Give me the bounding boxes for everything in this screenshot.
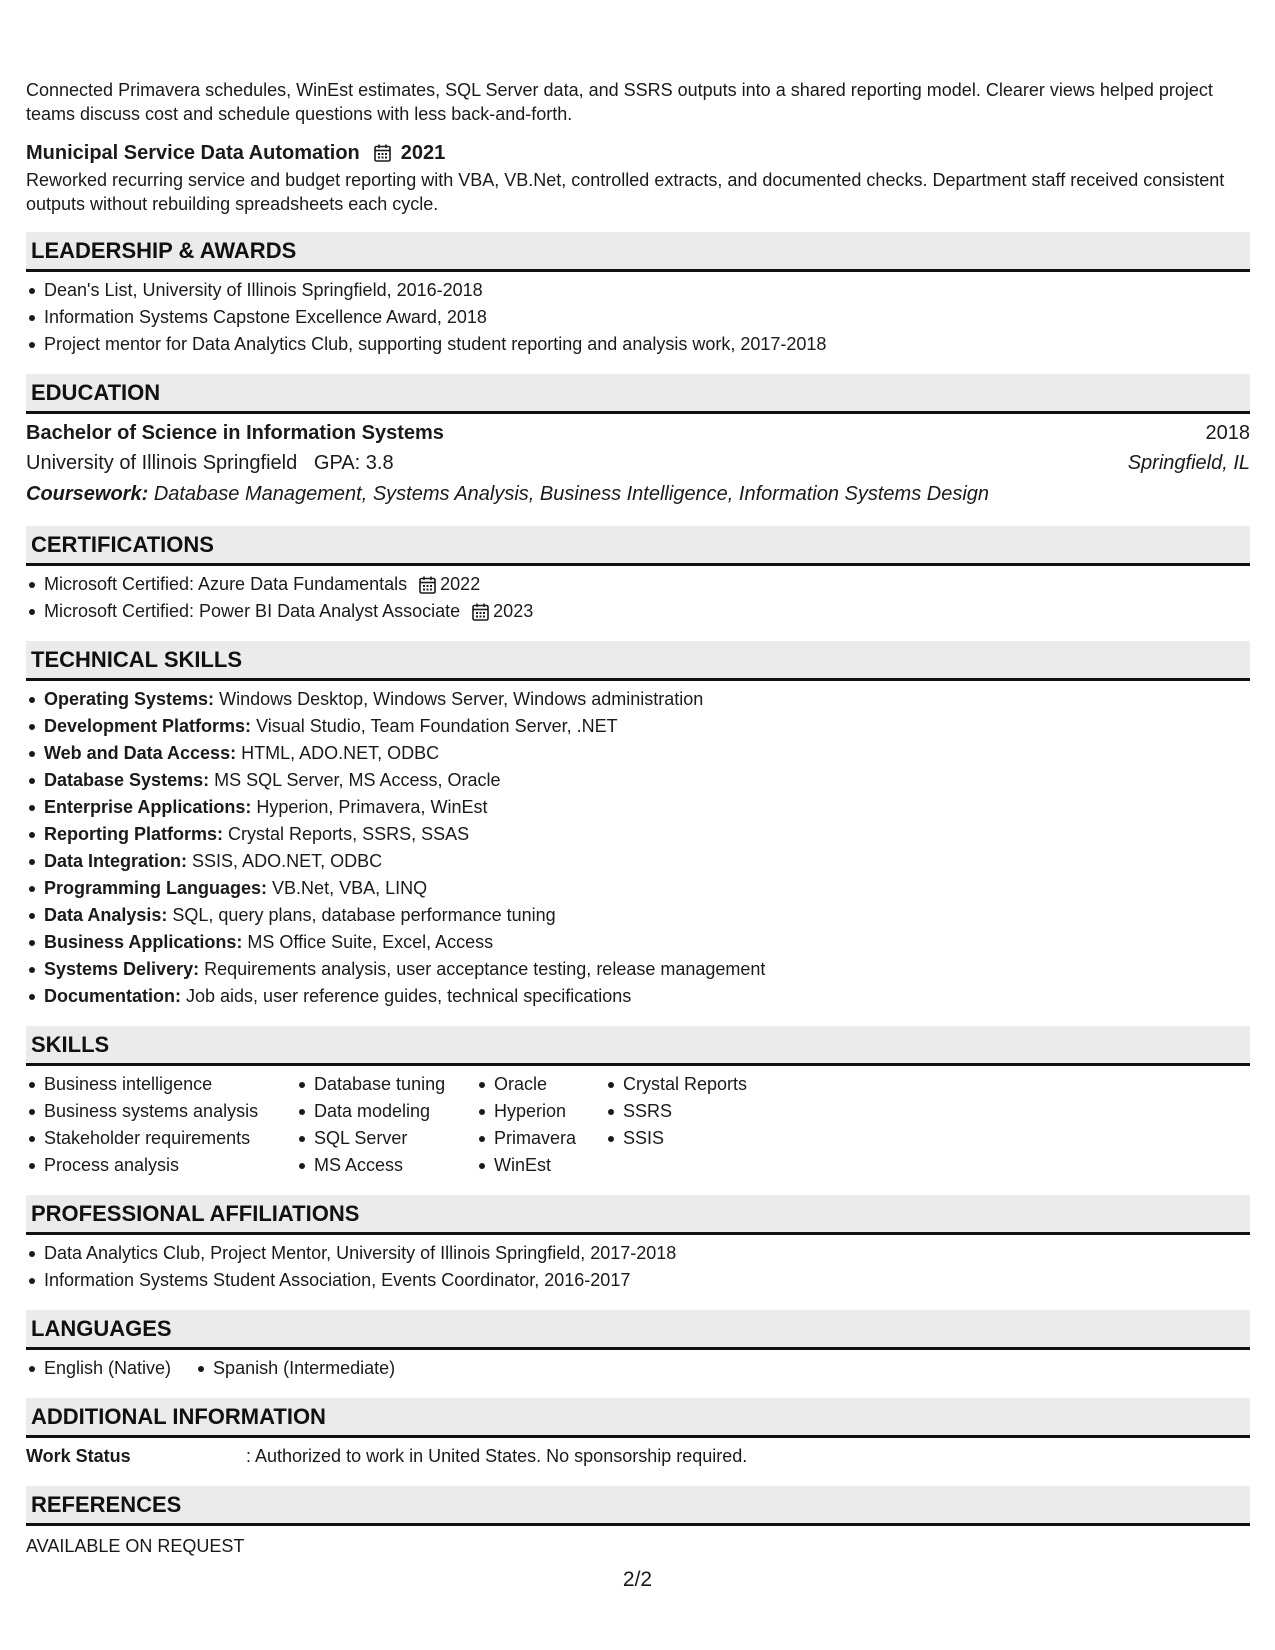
list-item: Crystal Reports	[605, 1071, 805, 1098]
coursework	[26, 478, 1250, 510]
list-item: Business systems analysis	[26, 1098, 296, 1125]
section-heading-skills: SKILLS	[26, 1026, 1250, 1066]
list-item: Information Systems Student Association, Events Coordinator, 2016-2017	[26, 1267, 1250, 1294]
skill-values: Crystal Reports, SSRS, SSAS	[228, 824, 470, 844]
project-title: Municipal Service Data Automation	[26, 141, 360, 164]
school-name: University of Illinois Springfield	[26, 452, 298, 474]
affiliations-list	[26, 1240, 1250, 1294]
list-item: Database tuning	[296, 1071, 476, 1098]
certifications-list	[26, 571, 1250, 625]
list-item: Dean's List, University of Illinois Springfield, 2016-2018	[26, 277, 1250, 304]
skill-category: Reporting Platforms:	[44, 824, 224, 844]
list-item	[26, 902, 1250, 929]
list-item	[26, 929, 1250, 956]
skill-category: Development Platforms:	[44, 716, 252, 736]
list-item: Information Systems Capstone Excellence Award, 2018	[26, 304, 1250, 331]
list-item: Data modeling	[296, 1098, 476, 1125]
certification-name: Microsoft Certified: Power BI Data Analyst Associate	[44, 601, 461, 621]
resume-page	[26, 78, 1250, 1560]
skill-values: Requirements analysis, user acceptance testing, release management	[204, 959, 766, 979]
certification-name: Microsoft Certified: Azure Data Fundamentals	[44, 574, 408, 594]
skill-category: Data Integration:	[44, 851, 188, 871]
calendar-icon	[419, 576, 436, 594]
certification-year: 2022	[440, 574, 481, 594]
school-location: Springfield, IL	[1127, 452, 1250, 474]
skill-values: HTML, ADO.NET, ODBC	[241, 743, 440, 763]
section-heading-education: EDUCATION	[26, 374, 1250, 414]
skill-category: Web and Data Access:	[44, 743, 237, 763]
list-item: Primavera	[476, 1125, 605, 1152]
skill-category: Business Applications:	[44, 932, 243, 952]
list-item: WinEst	[476, 1152, 605, 1179]
list-item: MS Access	[296, 1152, 476, 1179]
graduation-year: 2018	[1205, 422, 1250, 444]
references-text: AVAILABLE ON REQUEST	[26, 1536, 245, 1556]
list-item	[26, 875, 1250, 902]
list-item: Hyperion	[476, 1098, 605, 1125]
skill-values: SQL, query plans, database performance tuning	[172, 905, 556, 925]
skill-category: Enterprise Applications:	[44, 797, 252, 817]
list-item: Data Analytics Club, Project Mentor, University of Illinois Springfield, 2017-2018	[26, 1240, 1250, 1267]
calendar-icon	[374, 144, 391, 162]
skill-values: Windows Desktop, Windows Server, Windows administration	[219, 689, 704, 709]
skills-grid	[26, 1071, 1250, 1179]
languages-list	[26, 1355, 1250, 1382]
list-item: SQL Server	[296, 1125, 476, 1152]
list-item: Project mentor for Data Analytics Club, supporting student reporting and analysis work, 2017-2018	[26, 331, 1250, 358]
section-heading-references: REFERENCES	[26, 1486, 1250, 1526]
list-item	[26, 956, 1250, 983]
technical-skills-list	[26, 686, 1250, 1010]
skills-column	[476, 1071, 605, 1179]
skill-values: Job aids, user reference guides, technical specifications	[186, 986, 632, 1006]
skills-column	[26, 1071, 296, 1179]
certification-year: 2023	[493, 601, 534, 621]
section-heading-leadership: LEADERSHIP & AWARDS	[26, 232, 1250, 272]
skill-values: MS SQL Server, MS Access, Oracle	[214, 770, 501, 790]
list-item	[26, 598, 1250, 625]
section-heading-languages: LANGUAGES	[26, 1310, 1250, 1350]
list-item: SSRS	[605, 1098, 805, 1125]
coursework-label: Coursework:	[26, 483, 149, 505]
skill-values: MS Office Suite, Excel, Access	[247, 932, 494, 952]
section-heading-additional-information: ADDITIONAL INFORMATION	[26, 1398, 1250, 1438]
list-item	[26, 794, 1250, 821]
degree: Bachelor of Science in Information Systems	[26, 422, 444, 444]
list-item: Business intelligence	[26, 1071, 296, 1098]
education-degree-row	[26, 418, 1250, 448]
gpa: GPA: 3.8	[313, 452, 394, 474]
section-heading-technical-skills: TECHNICAL SKILLS	[26, 641, 1250, 681]
list-item: Spanish (Intermediate)	[195, 1355, 395, 1382]
work-status-value: : Authorized to work in United States. No sponsorship required.	[246, 1446, 748, 1466]
list-item	[26, 740, 1250, 767]
work-status-row	[26, 1442, 1250, 1470]
list-item: SSIS	[605, 1125, 805, 1152]
list-item	[26, 983, 1250, 1010]
section-heading-affiliations: PROFESSIONAL AFFILIATIONS	[26, 1195, 1250, 1235]
list-item	[26, 713, 1250, 740]
list-item	[26, 571, 1250, 598]
list-item	[26, 686, 1250, 713]
calendar-icon	[472, 603, 489, 621]
list-item: Process analysis	[26, 1152, 296, 1179]
skill-category: Programming Languages:	[44, 878, 268, 898]
project-description: Reworked recurring service and budget reporting with VBA, VB.Net, controlled extracts, and documented checks. Department staff received consistent outputs without rebuilding spreadsheets each cycle.	[26, 170, 1225, 214]
education-school-row	[26, 448, 1250, 478]
skills-column	[605, 1071, 805, 1179]
list-item	[26, 848, 1250, 875]
skill-values: VB.Net, VBA, LINQ	[272, 878, 428, 898]
leadership-list	[26, 277, 1250, 358]
list-item: Stakeholder requirements	[26, 1125, 296, 1152]
intro-paragraph: Connected Primavera schedules, WinEst estimates, SQL Server data, and SSRS outputs into a shared reporting model. Clearer views helped project teams discuss cost and schedule questions with less back-and-forth.	[26, 80, 1213, 124]
skill-values: Hyperion, Primavera, WinEst	[256, 797, 488, 817]
skill-category: Documentation:	[44, 986, 181, 1006]
skill-values: Visual Studio, Team Foundation Server, .NET	[256, 716, 618, 736]
skill-category: Database Systems:	[44, 770, 210, 790]
list-item: English (Native)	[26, 1355, 171, 1382]
skill-category: Operating Systems:	[44, 689, 215, 709]
skills-column	[296, 1071, 476, 1179]
page-number: 2/2	[622, 1568, 653, 1591]
skill-category: Data Analysis:	[44, 905, 168, 925]
project-year: 2021	[400, 141, 446, 164]
list-item	[26, 767, 1250, 794]
list-item	[26, 821, 1250, 848]
section-heading-certifications: CERTIFICATIONS	[26, 526, 1250, 566]
list-item: Oracle	[476, 1071, 605, 1098]
coursework-list: Database Management, Systems Analysis, Business Intelligence, Information Systems Design	[153, 483, 990, 505]
skill-category: Systems Delivery:	[44, 959, 200, 979]
project-heading	[26, 140, 1250, 166]
skill-values: SSIS, ADO.NET, ODBC	[192, 851, 383, 871]
work-status-label: Work Status	[26, 1446, 131, 1466]
